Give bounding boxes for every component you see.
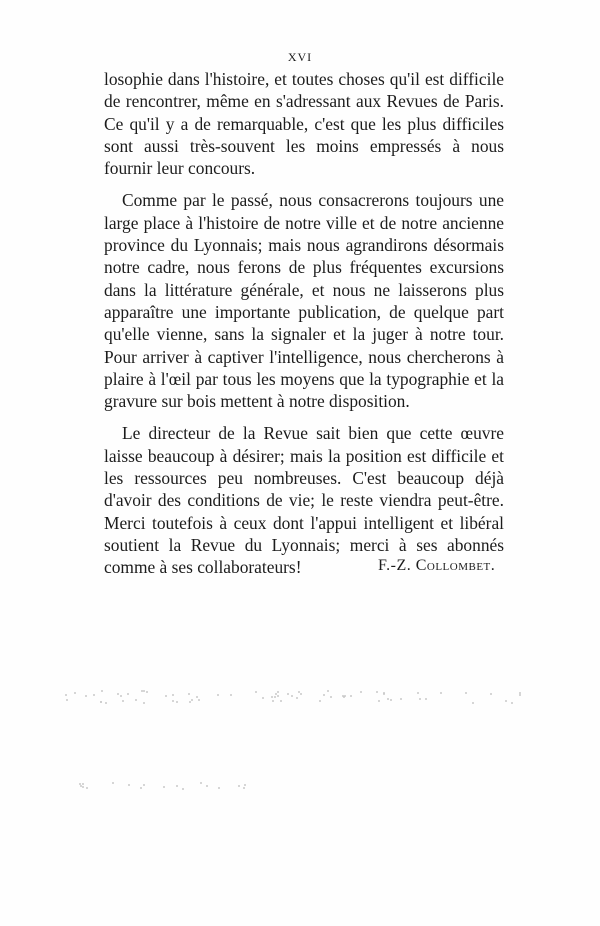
bleed-through-dot xyxy=(419,698,421,700)
bleed-through-dot xyxy=(200,782,202,784)
paragraph-3: Le directeur de la Revue sait bien que cette œuvre laisse beaucoup à désirer; mais la position est difficile et les ressources peu nombreuses. C'est beaucoup déjà d'avoir des conditions de vie; le reste viendra peut-être. Merci toutefois à ceux dont l'appui intelligent et libéral soutient la Revue du Lyonnais; merci à ses abonnés comme à ses collaborateurs! xyxy=(104,423,504,578)
bleed-through-dot xyxy=(176,701,178,703)
bleed-through-dot xyxy=(198,699,200,701)
bleed-through-dot xyxy=(327,690,329,692)
running-head: XVI xyxy=(287,50,313,64)
bleed-through-dot xyxy=(191,699,193,701)
bleed-through-dot xyxy=(189,701,191,703)
bleed-through-dot xyxy=(400,698,402,700)
bleed-through-dot xyxy=(238,785,240,787)
bleed-through-dot xyxy=(390,699,392,701)
paragraph-2: Comme par le passé, nous consacrerons toujours une large place à l'histoire de notre ville et de notre ancienne province du Lyonnais; mais nous agrandirons désormais notre cadre, nous ferons de plus fréquentes excursions dans la littérature générale, et nous ne laisserons plus apparaître une importante publication, de quelque part qu'elle vienne, sans la signaler et la juger à notre tour. Pour arriver à captiver l'intelligence, nous chercherons à plaire à l'œil par tous les moyens que la typographie et la gravure sur bois mettent à notre disposition. xyxy=(104,190,504,412)
bleed-through-dot xyxy=(440,692,442,694)
bleed-through-dot xyxy=(417,692,419,694)
bleed-through-dot xyxy=(218,787,220,789)
bleed-through-dot xyxy=(196,696,198,698)
bleed-through-dot xyxy=(128,784,130,786)
bleed-through-dot xyxy=(82,783,84,785)
bleed-through-dot xyxy=(319,700,321,702)
bleed-through-dot xyxy=(176,785,178,787)
bleed-through-dot xyxy=(387,698,389,700)
bleed-through-dot xyxy=(274,696,276,698)
signature xyxy=(378,557,495,575)
bleed-through-dot xyxy=(105,702,107,704)
bleed-through-dot xyxy=(100,701,102,703)
bleed-through-dot xyxy=(243,787,245,789)
bleed-through-dot xyxy=(350,695,352,697)
bleed-through-dot xyxy=(300,693,302,695)
paragraph-1: losophie dans l'histoire, et toutes choses qu'il est difficile de rencontrer, même en s'adressant aux Revues de Paris. Ce qu'il y a de remarquable, c'est que les plus difficiles sont aussi très-souvent les moins empressés à nous fournir leur concours. xyxy=(104,69,504,179)
bleed-through-dot xyxy=(262,697,264,699)
bleed-through-dot xyxy=(277,691,279,693)
bleed-through-dot xyxy=(330,696,332,698)
bleed-through-dot xyxy=(280,700,282,702)
bleed-through-dot xyxy=(143,784,145,786)
bleed-through-dot xyxy=(163,786,165,788)
bleed-through-dot xyxy=(271,696,273,698)
bleed-through-dot xyxy=(182,788,184,790)
bleed-through-dot xyxy=(255,691,257,693)
bleed-through-dot xyxy=(101,690,103,692)
bleed-through-dot xyxy=(206,785,208,787)
bleed-through-dot xyxy=(120,695,122,697)
bleed-through-dot xyxy=(82,786,84,788)
bleed-through-dot xyxy=(93,694,95,696)
bleed-through-dot xyxy=(127,693,129,695)
bleed-through-dot xyxy=(117,693,119,695)
bleed-through-dot xyxy=(291,695,293,697)
bleed-through-dot xyxy=(172,694,174,696)
bleed-through-dot xyxy=(277,695,279,697)
bleed-through-dot xyxy=(143,690,145,692)
bleed-through-dot xyxy=(66,699,68,701)
bleed-through-dot xyxy=(323,694,325,696)
bleed-through-dot xyxy=(376,691,378,693)
bleed-through-dot xyxy=(296,697,298,699)
bleed-through-dot xyxy=(146,691,148,693)
body-text xyxy=(104,68,504,589)
bleed-through-marks-lower xyxy=(62,782,262,790)
bleed-through-dot xyxy=(188,693,190,695)
bleed-through-dot xyxy=(519,694,521,696)
bleed-through-dot xyxy=(141,690,143,692)
bleed-through-dot xyxy=(505,700,507,702)
bleed-through-dot xyxy=(80,785,82,787)
bleed-through-dot xyxy=(65,694,67,696)
bleed-through-dot xyxy=(298,691,300,693)
bleed-through-dot xyxy=(472,702,474,704)
bleed-through-dot xyxy=(217,694,219,696)
bleed-through-dot xyxy=(86,787,88,789)
bleed-through-dot xyxy=(135,699,137,701)
bleed-through-dot xyxy=(112,782,114,784)
bleed-through-dot xyxy=(85,695,87,697)
bleed-through-dot xyxy=(122,700,124,702)
bleed-through-dot xyxy=(244,784,246,786)
bleed-through-dot xyxy=(425,698,427,700)
bleed-through-dot xyxy=(143,702,145,704)
bleed-through-dot xyxy=(172,700,174,702)
bleed-through-dot xyxy=(490,693,492,695)
bleed-through-marks xyxy=(62,690,542,704)
bleed-through-dot xyxy=(74,692,76,694)
bleed-through-dot xyxy=(465,692,467,694)
bleed-through-dot xyxy=(140,787,142,789)
bleed-through-dot xyxy=(287,693,289,695)
signature-name: Collombet. xyxy=(415,557,496,574)
bleed-through-dot xyxy=(360,691,362,693)
bleed-through-dot xyxy=(272,700,274,702)
bleed-through-dot xyxy=(383,693,385,695)
bleed-through-dot xyxy=(165,695,167,697)
bleed-through-dot xyxy=(511,702,513,704)
bleed-through-dot xyxy=(378,700,380,702)
bleed-through-dot xyxy=(343,696,345,698)
bleed-through-dot xyxy=(230,694,232,696)
signature-initials: F.-Z. xyxy=(378,557,412,574)
